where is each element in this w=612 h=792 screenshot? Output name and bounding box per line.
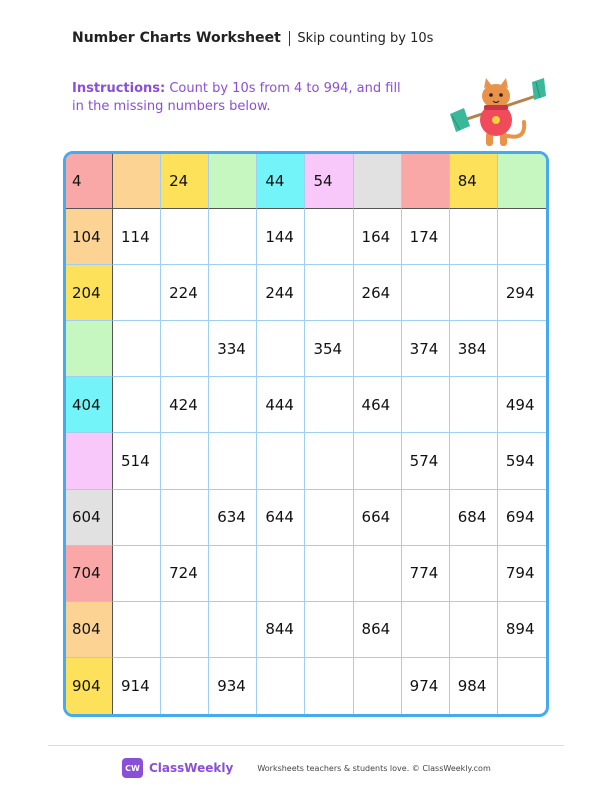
row-start-cell[interactable] xyxy=(66,321,113,377)
row-start-cell: 904 xyxy=(66,658,113,714)
chart-cell[interactable] xyxy=(305,490,353,546)
number-chart xyxy=(63,151,549,717)
chart-cell[interactable] xyxy=(305,658,353,714)
chart-cell: 594 xyxy=(498,433,546,489)
instructions-label: Instructions: xyxy=(72,81,166,96)
chart-cell: 464 xyxy=(354,377,402,433)
header-separator xyxy=(289,31,291,46)
row-start-cell[interactable] xyxy=(66,433,113,489)
chart-cell[interactable] xyxy=(257,658,305,714)
chart-cell[interactable] xyxy=(305,602,353,658)
chart-cell: 144 xyxy=(257,209,305,265)
chart-cell: 444 xyxy=(257,377,305,433)
header-row-cell[interactable] xyxy=(209,154,257,209)
chart-cell[interactable] xyxy=(161,602,209,658)
chart-cell[interactable] xyxy=(113,265,161,321)
chart-cell: 864 xyxy=(354,602,402,658)
instructions-text: Count by 10s from 4 to 994, and fill in the missing numbers below. xyxy=(72,81,401,114)
chart-cell: 644 xyxy=(257,490,305,546)
chart-cell: 294 xyxy=(498,265,546,321)
brand-name: ClassWeekly xyxy=(149,761,234,775)
chart-cell[interactable] xyxy=(161,433,209,489)
chart-cell: 334 xyxy=(209,321,257,377)
header-row-cell[interactable] xyxy=(498,154,546,209)
chart-cell[interactable] xyxy=(354,321,402,377)
chart-cell: 374 xyxy=(402,321,450,377)
chart-cell: 844 xyxy=(257,602,305,658)
worksheet-title: Number Charts Worksheet xyxy=(72,30,281,46)
chart-cell[interactable] xyxy=(257,321,305,377)
footer xyxy=(122,758,491,778)
chart-cell[interactable] xyxy=(113,377,161,433)
chart-cell[interactable] xyxy=(113,490,161,546)
chart-cell: 574 xyxy=(402,433,450,489)
chart-cell[interactable] xyxy=(209,602,257,658)
chart-cell: 634 xyxy=(209,490,257,546)
chart-cell[interactable] xyxy=(450,546,498,602)
chart-cell[interactable] xyxy=(209,209,257,265)
row-start-cell: 204 xyxy=(66,265,113,321)
chart-cell[interactable] xyxy=(209,433,257,489)
chart-cell: 494 xyxy=(498,377,546,433)
chart-cell[interactable] xyxy=(257,546,305,602)
row-start-cell: 404 xyxy=(66,377,113,433)
chart-cell[interactable] xyxy=(498,321,546,377)
chart-cell[interactable] xyxy=(402,602,450,658)
chart-cell[interactable] xyxy=(402,377,450,433)
chart-cell[interactable] xyxy=(498,209,546,265)
chart-cell[interactable] xyxy=(113,602,161,658)
chart-cell[interactable] xyxy=(161,658,209,714)
chart-cell[interactable] xyxy=(305,546,353,602)
chart-cell[interactable] xyxy=(450,433,498,489)
header-row-cell: 84 xyxy=(450,154,498,209)
chart-cell: 514 xyxy=(113,433,161,489)
chart-cell[interactable] xyxy=(113,546,161,602)
chart-cell[interactable] xyxy=(305,265,353,321)
chart-cell: 774 xyxy=(402,546,450,602)
chart-cell: 354 xyxy=(305,321,353,377)
chart-cell: 894 xyxy=(498,602,546,658)
chart-cell[interactable] xyxy=(402,490,450,546)
chart-cell[interactable] xyxy=(450,209,498,265)
chart-cell[interactable] xyxy=(161,321,209,377)
chart-cell[interactable] xyxy=(354,658,402,714)
chart-cell: 174 xyxy=(402,209,450,265)
instructions xyxy=(72,80,402,116)
chart-cell: 914 xyxy=(113,658,161,714)
row-start-cell: 804 xyxy=(66,602,113,658)
number-grid xyxy=(66,154,546,714)
chart-cell: 424 xyxy=(161,377,209,433)
row-start-cell: 604 xyxy=(66,490,113,546)
chart-cell[interactable] xyxy=(354,433,402,489)
chart-cell: 794 xyxy=(498,546,546,602)
header-row-cell[interactable] xyxy=(402,154,450,209)
chart-cell[interactable] xyxy=(354,546,402,602)
chart-cell: 264 xyxy=(354,265,402,321)
classweekly-logo: CW xyxy=(122,758,143,778)
chart-cell[interactable] xyxy=(209,546,257,602)
chart-cell[interactable] xyxy=(305,209,353,265)
footer-divider xyxy=(48,745,564,746)
chart-cell: 684 xyxy=(450,490,498,546)
chart-cell[interactable] xyxy=(305,433,353,489)
chart-cell: 934 xyxy=(209,658,257,714)
chart-cell[interactable] xyxy=(305,377,353,433)
chart-cell: 244 xyxy=(257,265,305,321)
header-row-cell[interactable] xyxy=(354,154,402,209)
footer-tagline: Worksheets teachers & students love. © ClassWeekly.com xyxy=(257,763,491,773)
chart-cell[interactable] xyxy=(450,377,498,433)
chart-cell[interactable] xyxy=(209,265,257,321)
chart-cell[interactable] xyxy=(450,265,498,321)
chart-cell[interactable] xyxy=(113,321,161,377)
worksheet-header xyxy=(72,28,433,48)
chart-cell: 664 xyxy=(354,490,402,546)
header-row-cell: 4 xyxy=(66,154,113,209)
chart-cell[interactable] xyxy=(257,433,305,489)
row-start-cell: 704 xyxy=(66,546,113,602)
chart-cell: 164 xyxy=(354,209,402,265)
chart-cell[interactable] xyxy=(498,658,546,714)
cat-with-broom-icon xyxy=(448,74,550,152)
chart-cell: 984 xyxy=(450,658,498,714)
chart-cell[interactable] xyxy=(161,209,209,265)
chart-cell[interactable] xyxy=(161,490,209,546)
row-start-cell: 104 xyxy=(66,209,113,265)
header-row-cell: 44 xyxy=(257,154,305,209)
chart-cell: 384 xyxy=(450,321,498,377)
chart-cell: 694 xyxy=(498,490,546,546)
chart-cell[interactable] xyxy=(450,602,498,658)
chart-cell: 114 xyxy=(113,209,161,265)
worksheet-subtitle: Skip counting by 10s xyxy=(297,30,434,46)
header-row-cell: 24 xyxy=(161,154,209,209)
chart-cell: 224 xyxy=(161,265,209,321)
chart-cell[interactable] xyxy=(209,377,257,433)
header-row-cell: 54 xyxy=(305,154,353,209)
header-row-cell[interactable] xyxy=(113,154,161,209)
chart-cell[interactable] xyxy=(402,265,450,321)
chart-cell: 974 xyxy=(402,658,450,714)
chart-cell: 724 xyxy=(161,546,209,602)
